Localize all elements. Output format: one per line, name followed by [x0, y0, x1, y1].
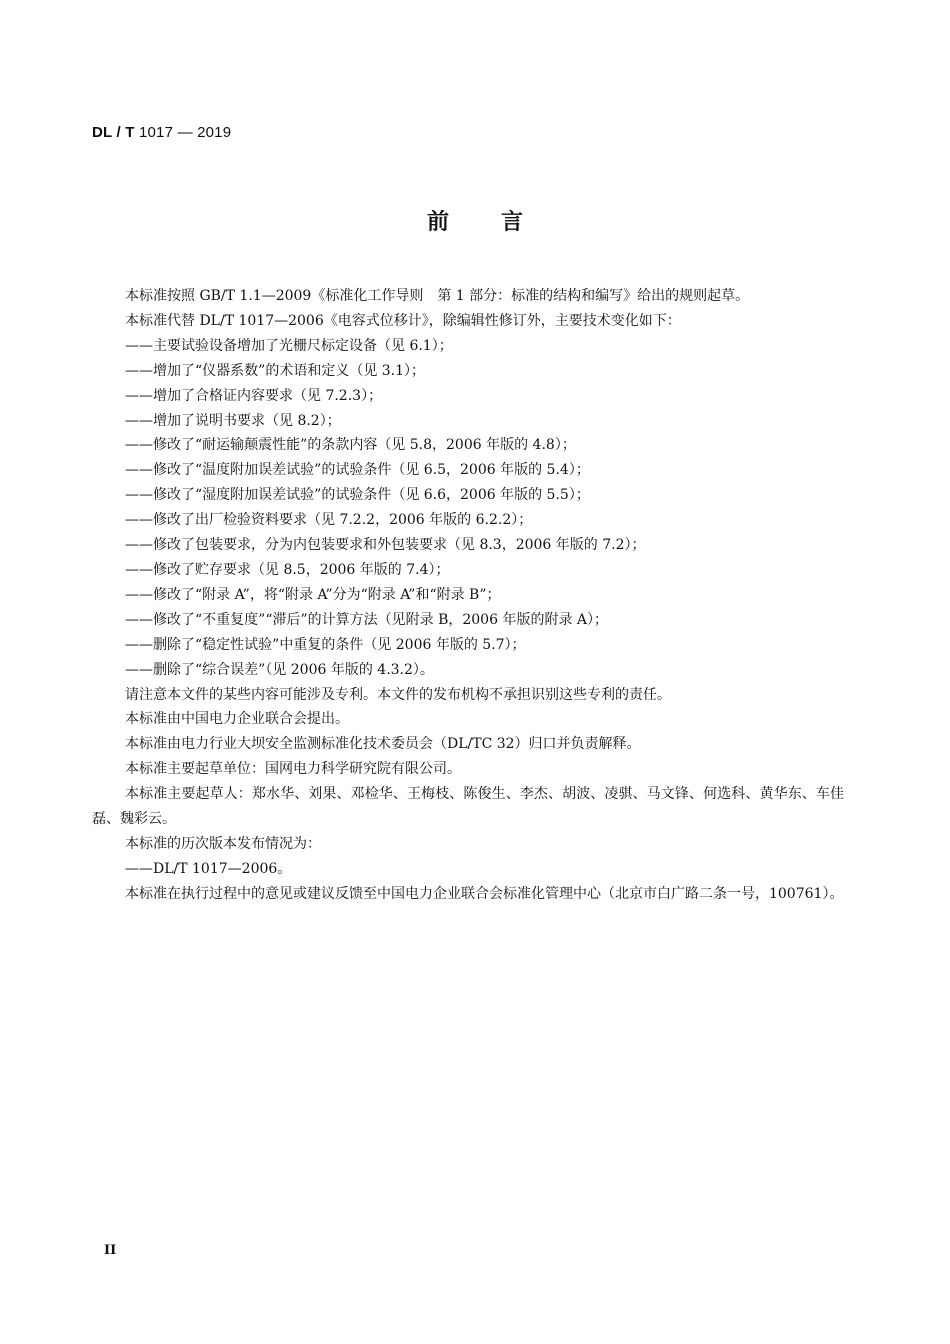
- change-item: ——增加了说明书要求（见 8.2）；: [125, 412, 341, 429]
- history-item: ——DL/T 1017—2006。: [125, 860, 292, 877]
- change-item: ——删除了“综合误差”（见 2006 年版的 4.3.2）。: [125, 661, 434, 678]
- standard-code: [92, 124, 231, 141]
- change-item: ——删除了“稳定性试验”中重复的条件（见 2006 年版的 5.7）；: [125, 636, 526, 653]
- drafting-rules-paragraph: 本标准按照 GB/T 1.1—2009《标准化工作导则 第 1 部分：标准的结构和编写》给出的规则起草。: [125, 288, 750, 304]
- change-item: ——增加了合格证内容要求（见 7.2.3）；: [125, 387, 383, 404]
- page-number: II: [104, 1243, 117, 1258]
- drafters-paragraph: 本标准主要起草人：郑水华、刘果、邓检华、王梅枝、陈俊生、李杰、胡波、凌骐、马文锋、何选科、黄华东、车佳磊、魏彩云。: [92, 786, 844, 828]
- change-item: ——修改了出厂检验资料要求（见 7.2.2，2006 年版的 6.2.2）；: [125, 512, 533, 529]
- standard-code-prefix: DL / T: [92, 124, 135, 141]
- change-item: ——主要试验设备增加了光栅尺标定设备（见 6.1）；: [125, 337, 453, 354]
- change-item: ——修改了“温度附加误差试验”的试验条件（见 6.5，2006 年版的 5.4）；: [125, 462, 590, 479]
- feedback-paragraph: 本标准在执行过程中的意见或建议反馈至中国电力企业联合会标准化管理中心（北京市白广路二条一号，100761）。: [125, 885, 844, 902]
- committee-paragraph: 本标准由电力行业大坝安全监测标准化技术委员会（DL/TC 32）归口并负责解释。: [125, 736, 641, 753]
- change-item: ——修改了包装要求，分为内包装要求和外包装要求（见 8.3，2006 年版的 7.2）；: [125, 537, 646, 554]
- change-item: ——修改了“不重复度”“滞后”的计算方法（见附录 B，2006 年版的附录 A）；: [125, 611, 609, 628]
- patent-notice-paragraph: 请注意本文件的某些内容可能涉及专利。本文件的发布机构不承担识别这些专利的责任。: [125, 686, 671, 703]
- standard-code-number: 1017 — 2019: [134, 124, 232, 141]
- page-title: 前言: [426, 210, 575, 235]
- proposer-paragraph: 本标准由中国电力企业联合会提出。: [125, 711, 349, 728]
- change-item: ——增加了“仪器系数”的术语和定义（见 3.1）；: [125, 362, 426, 379]
- drafting-unit-paragraph: 本标准主要起草单位：国网电力科学研究院有限公司。: [125, 761, 461, 778]
- change-item: ——修改了“湿度附加误差试验”的试验条件（见 6.6，2006 年版的 5.5）；: [125, 487, 590, 504]
- replacement-paragraph: 本标准代替 DL/T 1017—2006《电容式位移计》，除编辑性修订外，主要技术变化如下：: [125, 312, 681, 329]
- foreword-body: [92, 284, 844, 907]
- change-item: ——修改了“耐运输颠震性能”的条款内容（见 5.8，2006 年版的 4.8）；: [125, 437, 576, 454]
- history-intro-paragraph: 本标准的历次版本发布情况为：: [125, 835, 321, 852]
- change-item: ——修改了“附录 A”，将“附录 A”分为“附录 A”和“附录 B”；: [125, 586, 501, 603]
- change-item: ——修改了贮存要求（见 8.5，2006 年版的 7.4）；: [125, 561, 450, 578]
